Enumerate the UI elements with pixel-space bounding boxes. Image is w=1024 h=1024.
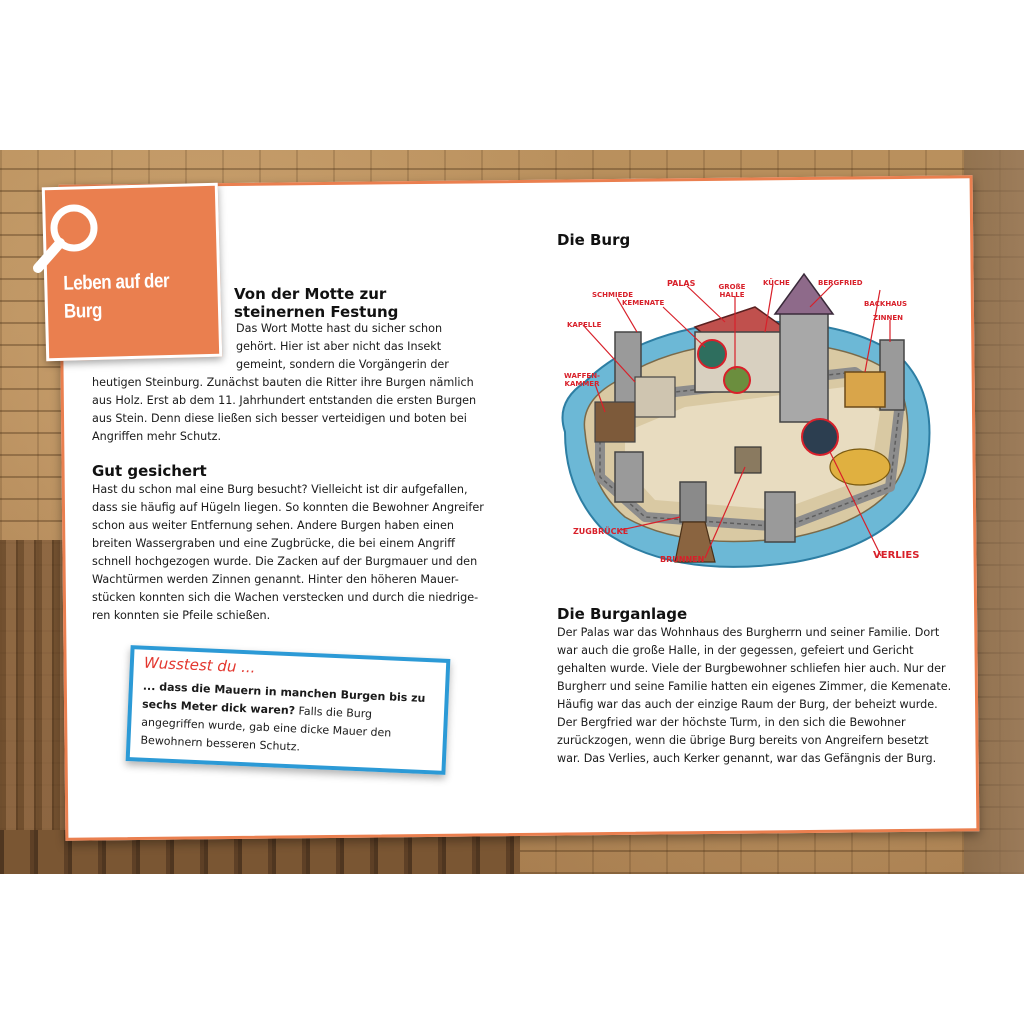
paragraph-motte bbox=[92, 374, 476, 446]
text-line: gehalten wurde. Viele der Burgbewohner schliefen hier auch. Nur der bbox=[557, 662, 946, 675]
section-heading-gesichert: Gut gesichert bbox=[92, 462, 207, 480]
label-palas: PALAS bbox=[667, 279, 696, 288]
text-line: zurückzogen, wenn die übrige Burg bereits von Angreifern besetzt bbox=[557, 734, 929, 747]
label-brunnen: BRUNNEN bbox=[660, 555, 705, 564]
wooden-deck bbox=[0, 540, 70, 874]
text-line: schon aus weiter Entfernung sehen. Andere Burgen haben einen bbox=[92, 519, 454, 532]
text-line: gehört. Hier ist aber nicht das Insekt bbox=[236, 340, 442, 353]
diagram-heading: Die Burg bbox=[557, 231, 631, 249]
section-heading-motte: Von der Motte zur steinernen Festung bbox=[234, 285, 399, 321]
text-line: Hast du schon mal eine Burg besucht? Vielleicht ist dir aufgefallen, bbox=[92, 483, 468, 496]
label-verlies: VERLIES bbox=[873, 550, 920, 561]
text-line: ren konnten sie Pfeile schießen. bbox=[92, 609, 271, 622]
chapter-title: Leben auf der Burg bbox=[62, 270, 170, 323]
text-line: Angriffen mehr Schutz. bbox=[92, 430, 222, 443]
callout-rest: Falls die Burg angegriffen wurde, gab eine dicke Mauer den Bewohnern besseren Schutz. bbox=[140, 704, 392, 754]
text-line: Der Palas war das Wohnhaus des Burgherrn und seiner Familie. Dort bbox=[557, 626, 940, 639]
paragraph-burganlage bbox=[557, 624, 951, 768]
callout-body bbox=[140, 678, 435, 763]
paragraph-gesichert bbox=[92, 481, 484, 625]
text-line: breiten Wassergraben und eine Zugbrücke, die bei einem Angriff bbox=[92, 537, 455, 550]
text-line: schnell hochgezogen wurde. Die Zacken auf der Burgmauer und den bbox=[92, 555, 478, 568]
label-zinnen: ZINNEN bbox=[873, 314, 904, 322]
label-bergfried: BERGFRIED bbox=[818, 279, 863, 287]
callout-bold: ... dass die Mauern in manchen Burgen bis zu sechs Meter dick waren? bbox=[141, 679, 426, 718]
label-kapelle: KAPELLE bbox=[567, 321, 602, 329]
label-kueche: KÜCHE bbox=[763, 279, 790, 287]
text-line: aus Stein. Denn diese ließen sich besser verteidigen und boten bei bbox=[92, 412, 467, 425]
text-line: war auch die große Halle, in der gegessen, gefeiert und Gericht bbox=[557, 644, 914, 657]
text-line: gemeint, sondern die Vorgängerin der bbox=[236, 358, 449, 371]
callout-title: Wusstest du ... bbox=[143, 653, 256, 677]
magnifier-icon bbox=[30, 200, 100, 280]
label-schmiede: SCHMIEDE bbox=[592, 291, 633, 299]
text-line: stücken konnten sich die Wachen verstecken und durch die niedrige- bbox=[92, 591, 479, 604]
text-line: heutigen Steinburg. Zunächst bauten die Ritter ihre Burgen nämlich bbox=[92, 376, 474, 389]
text-line: Burgherr und seine Familie hatten ein eigenes Zimmer, die Kemenate. bbox=[557, 680, 952, 693]
text-line: Wachtürmen werden Zinnen genannt. Hinter den höheren Mauer- bbox=[92, 573, 459, 586]
text-line: dass sie häufig auf Hügeln liegen. So konnten die Bewohner Angreifer bbox=[92, 501, 484, 514]
paragraph-motte-indent bbox=[236, 320, 449, 374]
text-line: war. Das Verlies, auch Kerker genannt, war das Gefängnis der Burg. bbox=[557, 752, 937, 765]
text-line: Häufig war das auch der einzige Raum der Burg, der beheizt wurde. bbox=[557, 698, 938, 711]
callout-wusstest-du bbox=[126, 645, 451, 775]
label-backhaus: BACKHAUS bbox=[864, 300, 908, 308]
text-line: Das Wort Motte hast du sicher schon bbox=[236, 322, 443, 335]
section-heading-burganlage: Die Burganlage bbox=[557, 605, 688, 623]
label-zugbruecke: ZUGBRÜCKE bbox=[573, 527, 629, 536]
text-line: aus Holz. Erst ab dem 11. Jahrhundert entstanden die ersten Burgen bbox=[92, 394, 477, 407]
label-kemenate: KEMENATE bbox=[622, 299, 665, 307]
text-line: Der Bergfried war der höchste Turm, in den sich die Bewohner bbox=[557, 716, 906, 729]
label-waffenkammer: WAFFEN-KAMMER bbox=[564, 372, 600, 388]
label-grosse-halle: GROßE HALLE bbox=[718, 283, 746, 299]
